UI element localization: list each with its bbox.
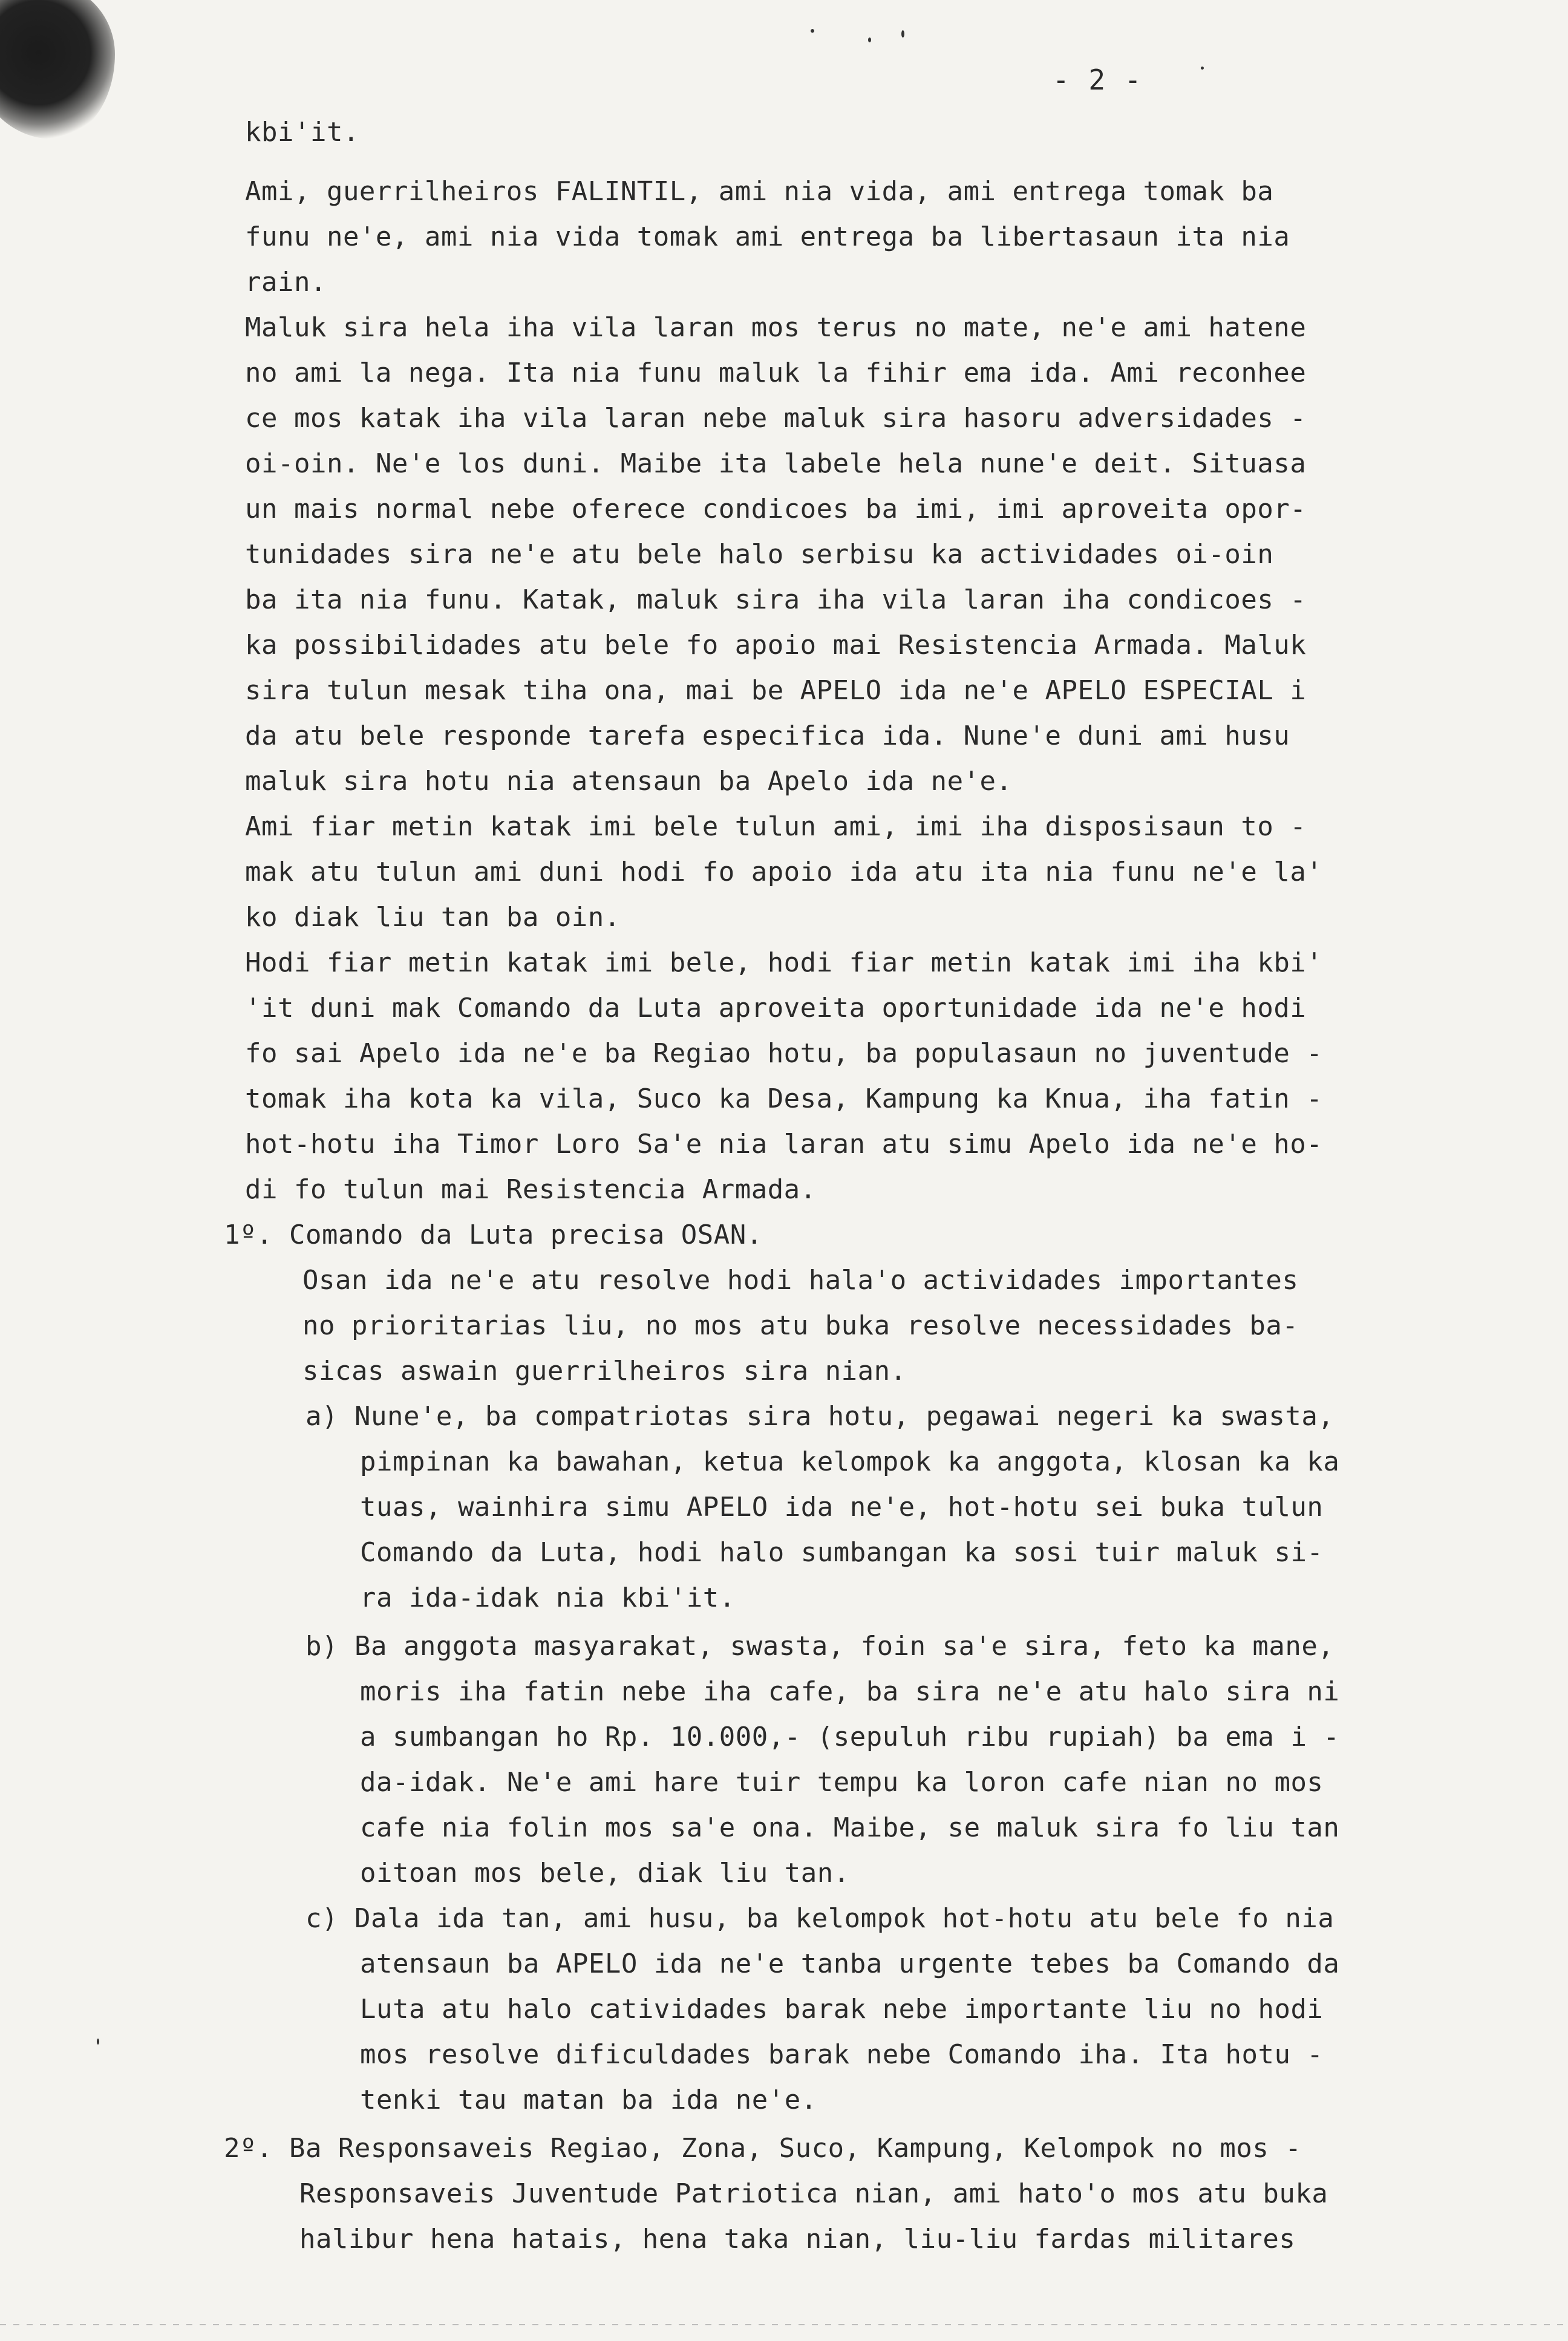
text-line: no ami la nega. Ita nia funu maluk la fihir ema ida. Ami reconhee (245, 358, 1307, 388)
page-number: - 2 - (1053, 64, 1143, 96)
text-line: cafe nia folin mos sa'e ona. Maibe, se maluk sira fo liu tan (360, 1812, 1340, 1843)
list-item-c: c) Dala ida tan, ami husu, ba kelompok hot-hotu atu bele fo nia (305, 1903, 1334, 1934)
text-line: sira tulun mesak tiha ona, mai be APELO ida ne'e APELO ESPECIAL i (245, 675, 1307, 706)
ink-blot (0, 0, 115, 139)
text-line: moris iha fatin nebe iha cafe, ba sira ne'e atu halo sira ni (360, 1676, 1340, 1707)
text-line: Luta atu halo catividades barak nebe importante liu no hodi (360, 1994, 1324, 2025)
text-line: Responsaveis Juventude Patriotica nian, ami hato'o mos atu buka (299, 2178, 1328, 2209)
ink-speck (97, 2039, 99, 2045)
ink-speck (901, 30, 904, 38)
text-line: sicas aswain guerrilheiros sira nian. (302, 1356, 907, 1386)
numbered-item-heading: 2º. Ba Responsaveis Regiao, Zona, Suco, Kampung, Kelompok no mos - (224, 2133, 1302, 2164)
text-line: ba ita nia funu. Katak, maluk sira iha vila laran iha condicoes - (245, 584, 1307, 615)
text-line: tunidades sira ne'e atu bele halo serbisu ka actividades oi-oin (245, 539, 1274, 570)
text-line: Osan ida ne'e atu resolve hodi hala'o actividades importantes (302, 1265, 1299, 1296)
text-line: ka possibilidades atu bele fo apoio mai Resistencia Armada. Maluk (245, 630, 1307, 661)
ink-speck (1201, 67, 1204, 70)
ink-speck (868, 38, 871, 42)
text-line: ko diak liu tan ba oin. (245, 902, 621, 933)
text-line: no prioritarias liu, no mos atu buka resolve necessidades ba- (302, 1310, 1299, 1341)
text-line: fo sai Apelo ida ne'e ba Regiao hotu, ba populasaun no juventude - (245, 1038, 1323, 1069)
text-line: kbi'it. (245, 117, 359, 148)
text-line: tenki tau matan ba ida ne'e. (360, 2085, 817, 2115)
text-line: Maluk sira hela iha vila laran mos terus no mate, ne'e ami hatene (245, 312, 1307, 343)
page-bottom-edge (0, 2324, 1568, 2325)
text-line: tomak iha kota ka vila, Suco ka Desa, Kampung ka Knua, iha fatin - (245, 1083, 1323, 1114)
text-line: un mais normal nebe oferece condicoes ba imi, imi aproveita opor- (245, 494, 1307, 524)
text-line: Comando da Luta, hodi halo sumbangan ka sosi tuir maluk si- (360, 1537, 1324, 1568)
text-line: ra ida-idak nia kbi'it. (360, 1582, 736, 1613)
text-line: Ami, guerrilheiros FALINTIL, ami nia vida, ami entrega tomak ba (245, 176, 1274, 207)
numbered-item-heading: 1º. Comando da Luta precisa OSAN. (224, 1219, 763, 1250)
text-line: di fo tulun mai Resistencia Armada. (245, 1174, 817, 1205)
text-line: pimpinan ka bawahan, ketua kelompok ka anggota, klosan ka ka (360, 1446, 1340, 1477)
text-line: ce mos katak iha vila laran nebe maluk sira hasoru adversidades - (245, 403, 1307, 434)
text-line: mak atu tulun ami duni hodi fo apoio ida atu ita nia funu ne'e la' (245, 857, 1323, 887)
text-line: tuas, wainhira simu APELO ida ne'e, hot-hotu sei buka tulun (360, 1492, 1324, 1523)
list-item-a: a) Nune'e, ba compatriotas sira hotu, pegawai negeri ka swasta, (305, 1401, 1334, 1432)
text-line: 'it duni mak Comando da Luta aproveita oportunidade ida ne'e hodi (245, 993, 1307, 1024)
text-line: rain. (245, 267, 327, 298)
text-line: funu ne'e, ami nia vida tomak ami entrega ba libertasaun ita nia (245, 221, 1290, 252)
text-line: da-idak. Ne'e ami hare tuir tempu ka loron cafe nian no mos (360, 1767, 1324, 1798)
list-item-b: b) Ba anggota masyarakat, swasta, foin sa'e sira, feto ka mane, (305, 1631, 1334, 1662)
text-line: mos resolve dificuldades barak nebe Comando iha. Ita hotu - (360, 2039, 1324, 2070)
text-line: a sumbangan ho Rp. 10.000,- (sepuluh ribu rupiah) ba ema i - (360, 1722, 1340, 1752)
text-line: atensaun ba APELO ida ne'e tanba urgente tebes ba Comando da (360, 1948, 1340, 1979)
text-line: oi-oin. Ne'e los duni. Maibe ita labele hela nune'e deit. Situasa (245, 448, 1307, 479)
text-line: halibur hena hatais, hena taka nian, liu-liu fardas militares (299, 2224, 1296, 2254)
text-line: oitoan mos bele, diak liu tan. (360, 1858, 850, 1889)
text-line: Ami fiar metin katak imi bele tulun ami, imi iha disposisaun to - (245, 811, 1307, 842)
text-line: maluk sira hotu nia atensaun ba Apelo ida ne'e. (245, 766, 1013, 797)
text-line: hot-hotu iha Timor Loro Sa'e nia laran atu simu Apelo ida ne'e ho- (245, 1129, 1323, 1160)
text-line: Hodi fiar metin katak imi bele, hodi fiar metin katak imi iha kbi' (245, 947, 1323, 978)
ink-speck (811, 29, 814, 33)
text-line: da atu bele responde tarefa especifica ida. Nune'e duni ami husu (245, 720, 1290, 751)
